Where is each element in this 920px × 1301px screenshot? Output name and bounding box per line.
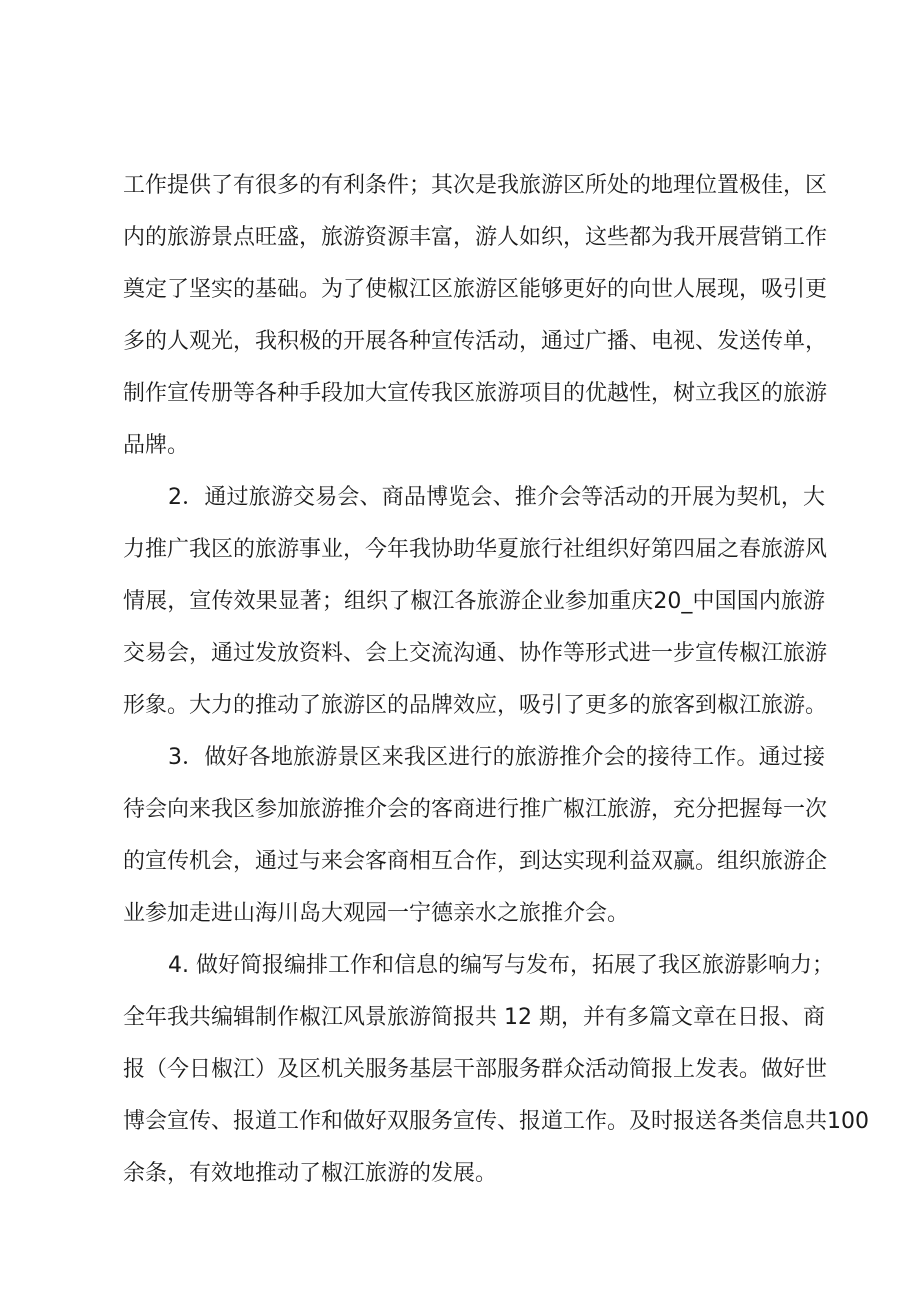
text-line: 情展，宣传效果显著；组织了椒江各旅游企业参加重庆20_中国国内旅游	[123, 589, 825, 614]
text-line: 内的旅游景点旺盛，旅游资源丰富，游人如织，这些都为我开展营销工作	[123, 225, 828, 250]
text-line: 奠定了坚实的基础。为了使椒江区旅游区能够更好的向世人展现，吸引更	[123, 277, 828, 302]
text-line: 交易会，通过发放资料、会上交流沟通、协作等形式进一步宣传椒江旅游	[123, 641, 828, 666]
text-line: 力推广我区的旅游事业，今年我协助华夏旅行社组织好第四届之春旅游风	[123, 537, 828, 562]
text-line: 品牌。	[123, 433, 190, 458]
text-line: 全年我共编辑制作椒江风景旅游简报共 12 期，并有多篇文章在日报、商	[123, 1005, 825, 1030]
text-line: 博会宣传、报道工作和做好双服务宣传、报道工作。及时报送各类信息共100	[123, 1109, 869, 1134]
text-line: 余条，有效地推动了椒江旅游的发展。	[123, 1161, 498, 1186]
paragraph-first-line: 4. 做好简报编排工作和信息的编写与发布，拓展了我区旅游影响力；	[168, 953, 834, 978]
text-line: 制作宣传册等各种手段加大宣传我区旅游项目的优越性，树立我区的旅游	[123, 381, 828, 406]
text-line: 报（今日椒江）及区机关服务基层干部服务群众活动简报上发表。做好世	[123, 1057, 828, 1082]
text-line: 多的人观光，我积极的开展各种宣传活动，通过广播、电视、发送传单，	[123, 329, 828, 354]
paragraph-first-line: 3．做好各地旅游景区来我区进行的旅游推介会的接待工作。通过接	[168, 745, 825, 770]
text-line: 业参加走进山海川岛大观园一宁德亲水之旅推介会。	[123, 901, 630, 926]
text-line: 工作提供了有很多的有利条件；其次是我旅游区所处的地理位置极佳，区	[123, 173, 828, 198]
paragraph-first-line: 2．通过旅游交易会、商品博览会、推介会等活动的开展为契机，大	[168, 485, 825, 510]
text-line: 的宣传机会，通过与来会客商相互合作，到达实现利益双赢。组织旅游企	[123, 849, 828, 874]
text-line: 形象。大力的推动了旅游区的品牌效应，吸引了更多的旅客到椒江旅游。	[123, 693, 828, 718]
text-line: 待会向来我区参加旅游推介会的客商进行推广椒江旅游，充分把握每一次	[123, 797, 828, 822]
